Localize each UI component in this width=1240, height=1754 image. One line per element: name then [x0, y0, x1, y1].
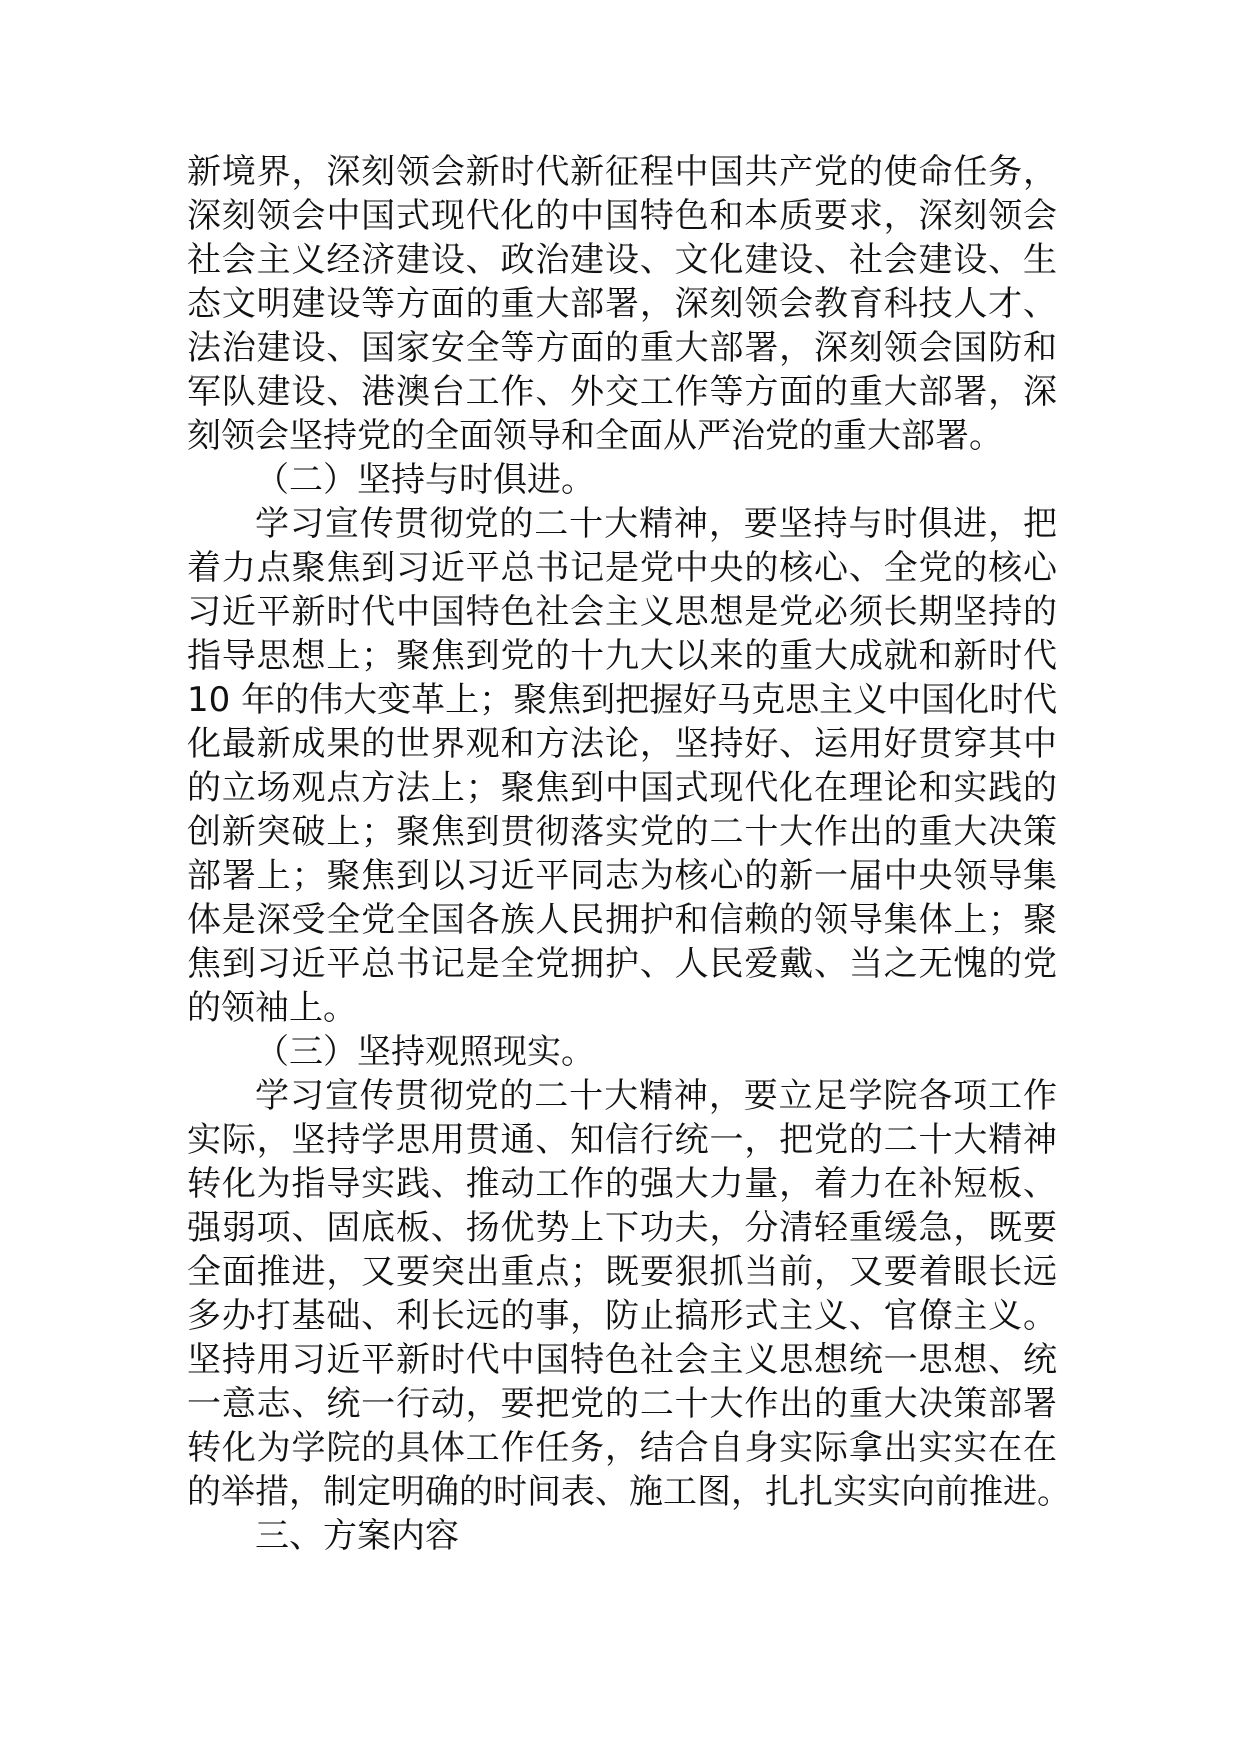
text-line: 焦到习近平总书记是全党拥护、人民爱戴、当之无愧的党 — [187, 944, 1057, 984]
text-line: 态文明建设等方面的重大部署，深刻领会教育科技人才、 — [187, 284, 1057, 324]
text-line: 指导思想上；聚焦到党的十九大以来的重大成就和新时代 — [187, 636, 1057, 676]
text-line: 的举措，制定明确的时间表、施工图，扎扎实实向前推进。 — [187, 1472, 1071, 1512]
text-line: 社会主义经济建设、政治建设、文化建设、社会建设、生 — [187, 240, 1057, 280]
text-line: 多办打基础、利长远的事，防止搞形式主义、官僚主义。 — [187, 1296, 1057, 1336]
text-line: 习近平新时代中国特色社会主义思想是党必须长期坚持的 — [187, 592, 1057, 632]
text-line: 转化为指导实践、推动工作的强大力量，着力在补短板、 — [187, 1164, 1057, 1204]
text-line: 强弱项、固底板、扬优势上下功夫，分清轻重缓急，既要 — [187, 1208, 1057, 1248]
section-heading: （三）坚持观照现实。 — [255, 1032, 595, 1072]
text-line: 全面推进，又要突出重点；既要狠抓当前，又要着眼长远 — [187, 1252, 1057, 1292]
text-line: 实际，坚持学思用贯通、知信行统一，把党的二十大精神 — [187, 1120, 1057, 1160]
text-line: 转化为学院的具体工作任务，结合自身实际拿出实实在在 — [187, 1428, 1057, 1468]
text-line: 一意志、统一行动，要把党的二十大作出的重大决策部署 — [187, 1384, 1057, 1424]
section-heading: （二）坚持与时俱进。 — [255, 460, 595, 500]
text-line: 军队建设、港澳台工作、外交工作等方面的重大部署，深 — [187, 372, 1057, 412]
text-line: 深刻领会中国式现代化的中国特色和本质要求，深刻领会 — [187, 196, 1057, 236]
text-line: 的立场观点方法上；聚焦到中国式现代化在理论和实践的 — [187, 768, 1057, 808]
text-line: 着力点聚焦到习近平总书记是党中央的核心、全党的核心 — [187, 548, 1057, 588]
text-line: 化最新成果的世界观和方法论，坚持好、运用好贯穿其中 — [187, 724, 1057, 764]
text-line: 创新突破上；聚焦到贯彻落实党的二十大作出的重大决策 — [187, 812, 1057, 852]
section-heading: 三、方案内容 — [255, 1516, 459, 1556]
text-line: 刻领会坚持党的全面领导和全面从严治党的重大部署。 — [187, 416, 1003, 456]
text-line: 学习宣传贯彻党的二十大精神，要坚持与时俱进，把 — [255, 504, 1057, 544]
text-line: 坚持用习近平新时代中国特色社会主义思想统一思想、统 — [187, 1340, 1057, 1380]
document-body — [187, 150, 1071, 1558]
text-line: 部署上；聚焦到以习近平同志为核心的新一届中央领导集 — [187, 856, 1057, 896]
text-line: 法治建设、国家安全等方面的重大部署，深刻领会国防和 — [187, 328, 1057, 368]
text-line: 的领袖上。 — [187, 988, 357, 1028]
text-line: 体是深受全党全国各族人民拥护和信赖的领导集体上；聚 — [187, 900, 1057, 940]
text-line: 新境界，深刻领会新时代新征程中国共产党的使命任务， — [187, 152, 1057, 192]
text-line: 学习宣传贯彻党的二十大精神，要立足学院各项工作 — [255, 1076, 1057, 1116]
text-line: 10 年的伟大变革上；聚焦到把握好马克思主义中国化时代 — [187, 680, 1058, 720]
